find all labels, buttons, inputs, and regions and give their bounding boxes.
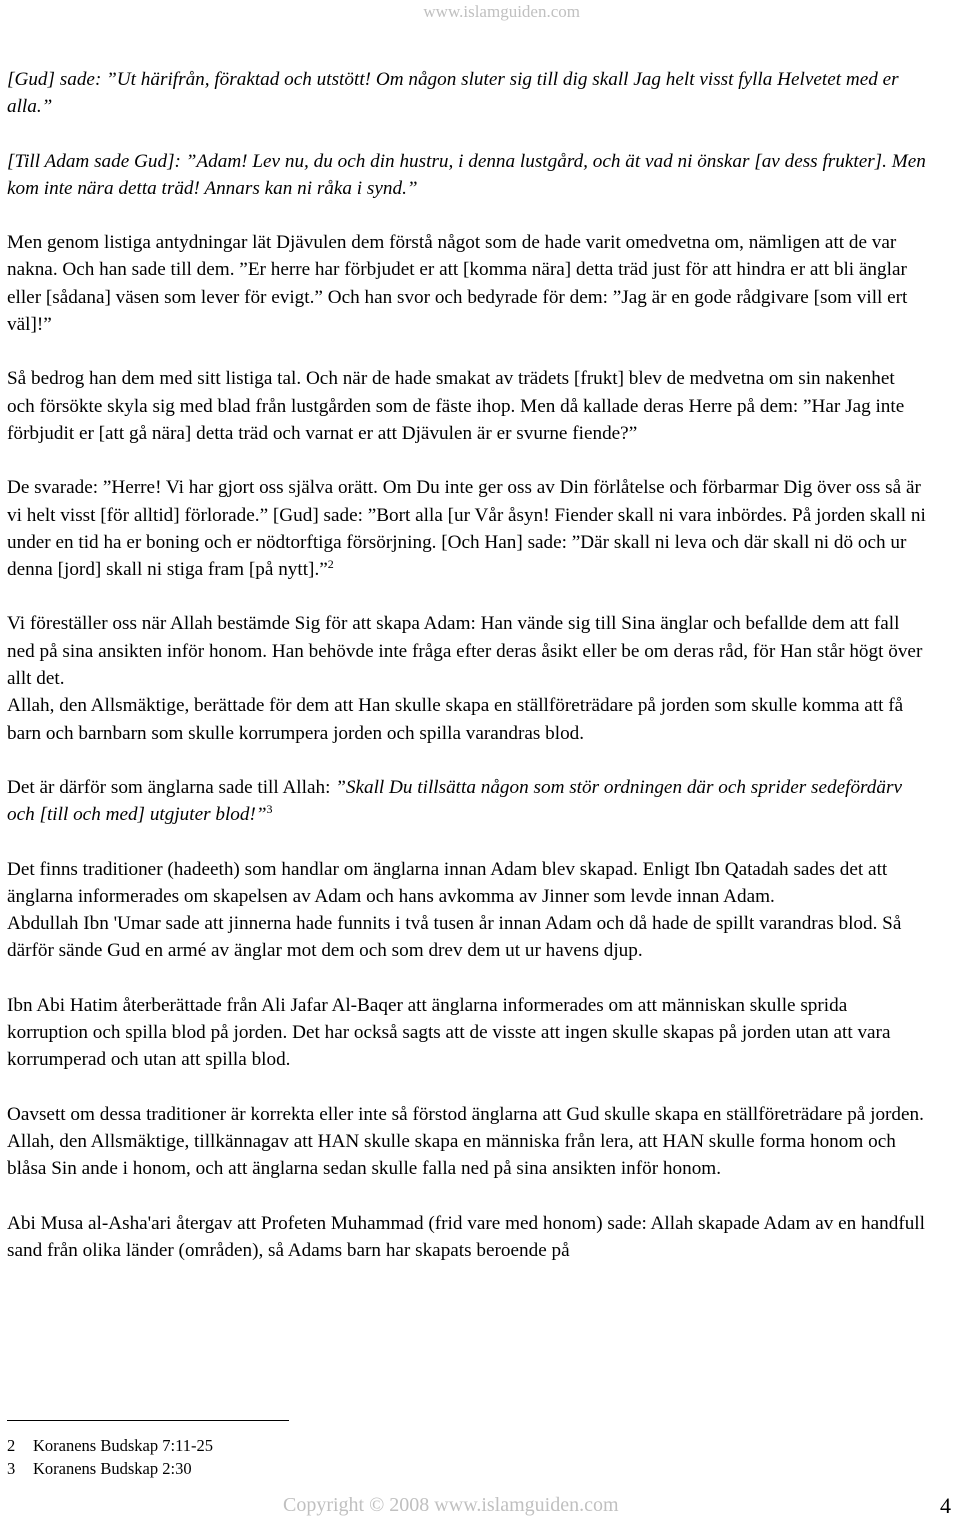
paragraph-3: Men genom listiga antydningar lät Djävulen dem förstå något som de hade varit omedvetna om, nämligen att de var nakna. Och han sade till dem. ”Er herre har förbjudet er att [komma nära] detta träd just för att hindra er att bli änglar eller [sådana] väsen som lever för evigt.” Och han svor och bedyrade för dem: ”Jag är en gode rådgivare [som vill ert väl]!”	[7, 232, 908, 336]
paragraph-7: Allah, den Allsmäktige, berättade för dem att Han skulle skapa en ställföreträdare på jorden som skulle komma att få barn och barnbarn som skulle korrumpera jorden och spilla varandras blod.	[7, 695, 904, 744]
footnote-number: 2	[7, 1436, 16, 1455]
paragraph-5-text: De svarade: ”Herre! Vi har gjort oss själva orätt. Om Du inte ger oss av Din förlåtelse och förbarmar Dig över oss så är vi helt visst [för alltid] förlorade.” [Gud] sade: ”Bort alla [ur Vår åsyn! Fiender skall ni vara inbördes. På jorden skall ni under en tid ha er boning och er nödtorftiga försörjning. [Och Han] sade: ”Där skall ni leva och där skall ni dö och ur denna [jord] skall ni stiga fram [på nytt].”	[7, 477, 926, 581]
page-footer-copyright: Copyright © 2008 www.islamguiden.com	[283, 1494, 619, 1516]
footnotes	[7, 1434, 213, 1480]
footnote-2	[7, 1434, 213, 1457]
paragraph-4: Så bedrog han dem med sitt listiga tal. Och när de hade smakat av trädets [frukt] blev de medvetna om sin nakenhet och försökte skyla sig med blad från lustgården som de fäste ihop. Men då kallade deras Herre på dem: ”Har Jag inte förbjudit er [att gå nära] detta träd och varnat er att Djävulen är er svurne fiende?”	[7, 368, 905, 444]
paragraph-8	[7, 774, 927, 829]
footnote-text: Koranens Budskap 2:30	[33, 1459, 192, 1478]
paragraph-6: Vi föreställer oss när Allah bestämde Sig för att skapa Adam: Han vände sig till Sina änglar och befallde dem att fall ned på sina ansikten inför honom. Han behövde inte fråga efter deras åsikt eller be om deras råd, för Han står högt över allt det.	[7, 613, 923, 690]
document-body	[7, 66, 927, 1264]
footnote-ref-3[interactable]: 3	[266, 802, 273, 817]
footnote-ref-2[interactable]: 2	[327, 557, 334, 572]
paragraph-8-quote: ”Skall Du tillsätta någon som stör ordningen där och sprider sedefördärv och [till och med] utgjuter blod!”	[7, 776, 902, 826]
page-header-site: www.islamguiden.com	[423, 2, 580, 21]
paragraph-1: [Gud] sade: ”Ut härifrån, föraktad och utstött! Om någon sluter sig till dig skall Jag helt visst fylla Helvetet med er alla.”	[7, 69, 899, 118]
paragraph-10: Abdullah Ibn 'Umar sade att jinnerna hade funnits i två tusen år innan Adam och då hade de spillt varandras blod. Så därför sände Gud en armé av änglar mot dem och som drev dem ut ur havens djup.	[7, 913, 902, 962]
paragraph-5	[7, 474, 927, 583]
footnote-text: Koranens Budskap 7:11-25	[33, 1436, 213, 1455]
paragraph-13: Abi Musa al-Asha'ari återgav att Profeten Muhammad (frid vare med honom) sade: Allah skapade Adam av en handfull sand från olika länder (områden), så Adams barn har skapats beroende på	[7, 1212, 925, 1261]
footnote-number: 3	[7, 1459, 16, 1478]
paragraph-8-lead: Det är därför som änglarna sade till Allah:	[7, 776, 336, 798]
paragraph-12: Oavsett om dessa traditioner är korrekta eller inte så förstod änglarna att Gud skulle skapa en ställföreträdare på jorden. Allah, den Allsmäktige, tillkännagav att HAN skulle skapa en människa från lera, att HAN skulle forma honom och blåsa Sin ande i honom, och att änglarna sedan skulle falla ned på sina ansikten inför honom.	[7, 1103, 924, 1180]
paragraph-2: [Till Adam sade Gud]: ”Adam! Lev nu, du och din hustru, i denna lustgård, och ät vad ni önskar [av dess frukter]. Men kom inte nära detta träd! Annars kan ni råka i synd.”	[7, 150, 926, 199]
paragraph-11: Ibn Abi Hatim återberättade från Ali Jafar Al-Baqer att änglarna informerades om att människan skulle sprida korruption och spilla blod på jorden. Det har också sagts att de visste att ingen skulle skapas på jorden utan att vara korrumperad och utan att spilla blod.	[7, 994, 891, 1071]
footnote-divider	[7, 1420, 289, 1421]
page-number: 4	[940, 1493, 951, 1518]
paragraph-9: Det finns traditioner (hadeeth) som handlar om änglarna innan Adam blev skapad. Enligt Ibn Qatadah sades det att änglarna informerades om skapelsen av Adam och hans avkomma av Jinner som levde innan Adam.	[7, 858, 888, 907]
footnote-3	[7, 1457, 213, 1480]
